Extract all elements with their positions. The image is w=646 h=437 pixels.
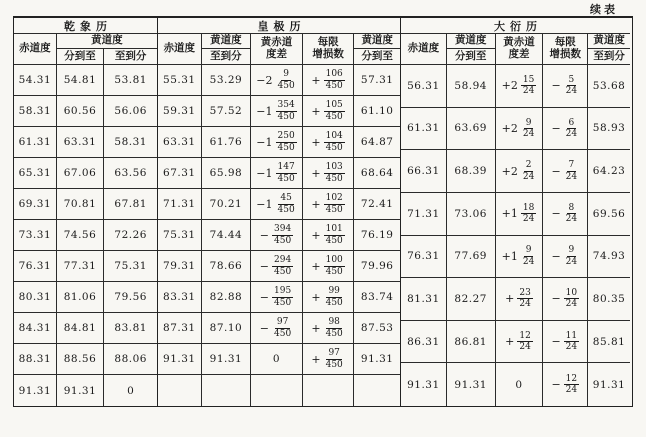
- table-cell: 80.35: [588, 278, 630, 321]
- fraction-sign: −: [259, 259, 270, 273]
- col-group-ecliptic-degrees: 黄道度: [447, 34, 496, 49]
- col-group-ecliptic-degrees: 黄道度: [202, 34, 252, 49]
- fraction-sign: +2: [501, 121, 518, 135]
- fraction: $\frac{106}{450}$: [325, 69, 343, 91]
- fraction-sign: +: [311, 104, 321, 118]
- table-cell: 87.10: [202, 313, 252, 344]
- table-cell: 56.06: [104, 96, 157, 127]
- fraction: $\frac{195}{450}$: [274, 286, 292, 308]
- section-qianxiang-calendar: [14, 18, 157, 406]
- table-cell: 79.31: [158, 251, 202, 282]
- fraction-sign: −: [259, 228, 270, 242]
- fraction-sign: +: [311, 321, 321, 335]
- col-header-ecliptic-equatorial-difference: [251, 34, 303, 65]
- table-cell: 64.23: [588, 150, 630, 193]
- table-cell: 76.31: [401, 236, 447, 279]
- table-cell: 91.31: [447, 363, 496, 406]
- table-cell: [543, 363, 588, 406]
- table-cell: [543, 65, 588, 108]
- table-cell: 79.56: [104, 282, 157, 313]
- fraction-sign: +: [311, 352, 321, 366]
- table-cell: [303, 96, 355, 127]
- table-cell: 86.31: [401, 321, 447, 364]
- table-cell: [303, 127, 355, 158]
- table-cell: 58.31: [104, 127, 157, 158]
- table-cell: 53.81: [104, 65, 157, 96]
- continued-table-label: 续表: [590, 4, 618, 16]
- fraction-sign: +1: [501, 249, 518, 263]
- table-cell: 63.31: [57, 127, 105, 158]
- table-cell: 61.31: [401, 108, 447, 151]
- table-cell: [303, 251, 355, 282]
- fraction: $\frac{11}{24}$: [565, 330, 578, 353]
- col-header-ecliptic-equatorial-difference: [496, 34, 544, 65]
- table-cell: 63.31: [158, 127, 202, 158]
- fraction-sign: +1: [501, 207, 518, 221]
- table-cell: [251, 251, 303, 282]
- table-cell: 71.31: [401, 193, 447, 236]
- table-cell: [251, 127, 303, 158]
- table-cell: 73.31: [14, 220, 57, 251]
- fraction: $\frac{105}{450}$: [325, 100, 343, 122]
- fraction-sign: −: [259, 290, 270, 304]
- fraction-sign: +: [311, 135, 321, 149]
- table-cell: 67.31: [158, 158, 202, 189]
- fraction: $\frac{354}{450}$: [277, 100, 295, 122]
- col-header-equatorial-degrees: 赤道度: [14, 34, 57, 65]
- table-cell: [251, 313, 303, 344]
- fraction-sign: −: [551, 164, 561, 178]
- fraction-sign: +: [311, 166, 321, 180]
- table-cell: [543, 193, 588, 236]
- col-header-equinox-to-solstice: 分到至: [354, 49, 400, 65]
- table-cell: 81.06: [57, 282, 105, 313]
- fraction: $\frac{5}{24}$: [565, 74, 578, 97]
- table-cell: 67.06: [57, 158, 105, 189]
- table-cell: 55.31: [158, 65, 202, 96]
- section-huangji-calendar: [157, 18, 400, 406]
- col-group-ecliptic-degrees: 黄道度: [354, 34, 400, 49]
- fraction: $\frac{103}{450}$: [325, 162, 343, 184]
- fraction-sign: −: [551, 79, 561, 93]
- table-cell: 53.68: [588, 65, 630, 108]
- table-cell: 74.93: [588, 236, 630, 279]
- fraction-sign: −: [551, 121, 561, 135]
- table-cell: 83.81: [104, 313, 157, 344]
- table-cell: [496, 65, 544, 108]
- table-cell: 67.81: [104, 189, 157, 220]
- col-header-equatorial-degrees: 赤道度: [158, 34, 202, 65]
- table-cell: [496, 150, 544, 193]
- fraction: $\frac{9}{24}$: [565, 245, 578, 267]
- fraction: $\frac{8}{24}$: [565, 202, 578, 225]
- table-cell: [251, 282, 303, 313]
- table-cell: [158, 375, 202, 406]
- fraction: $\frac{250}{450}$: [277, 131, 295, 153]
- table-cell: [303, 65, 355, 96]
- fraction-sign: +: [311, 259, 321, 273]
- fraction-sign: −: [551, 378, 561, 392]
- table-cell: 91.31: [592, 378, 626, 391]
- table-cell: 74.56: [57, 220, 105, 251]
- fraction-sign: −1: [256, 135, 273, 149]
- table-cell: 75.31: [104, 251, 157, 282]
- table-cell: 79.96: [354, 251, 400, 282]
- fraction: $\frac{9}{24}$: [522, 117, 535, 139]
- fraction-sign: −: [551, 249, 561, 263]
- table-cell: 53.29: [202, 65, 252, 96]
- col-header-solstice-to-equinox: 至到分: [588, 49, 630, 65]
- fraction-sign: −1: [256, 166, 273, 180]
- table-cell: 83.31: [158, 282, 202, 313]
- table-cell: 70.21: [202, 189, 252, 220]
- col-header-solstice-to-equinox: 至到分: [104, 49, 157, 65]
- table-cell: [543, 150, 588, 193]
- table-cell: [496, 278, 544, 321]
- table-cell: 61.31: [14, 127, 57, 158]
- table-cell: 91.31: [57, 375, 105, 406]
- fraction: $\frac{15}{24}$: [522, 74, 535, 97]
- header-line: 增损数: [549, 48, 582, 60]
- fraction: $\frac{101}{450}$: [325, 224, 343, 246]
- header-line: 度差: [266, 48, 287, 60]
- table-cell: [543, 321, 588, 364]
- table-cell: 66.31: [401, 150, 447, 193]
- table-cell: 86.81: [447, 321, 496, 364]
- table-cell: 91.31: [158, 344, 202, 375]
- table-cell: [303, 375, 355, 406]
- table-cell: 83.74: [354, 282, 400, 313]
- table-cell: 91.31: [202, 344, 252, 375]
- table-cell: 0: [496, 363, 544, 406]
- fraction-sign: −: [551, 207, 561, 221]
- calendar-comparison-table: [13, 16, 633, 407]
- table-cell: [354, 375, 400, 406]
- fraction: $\frac{97}{450}$: [274, 317, 292, 339]
- table-cell: [303, 158, 355, 189]
- fraction-sign: +: [311, 197, 321, 211]
- fraction-sign: +: [311, 290, 321, 304]
- table-cell: [251, 189, 303, 220]
- col-header-equinox-to-solstice: 分到至: [57, 49, 105, 65]
- fraction: $\frac{45}{450}$: [277, 193, 295, 215]
- table-cell: 74.44: [202, 220, 252, 251]
- table-cell: 0: [127, 384, 135, 397]
- table-cell: [543, 236, 588, 279]
- col-header-equatorial-degrees: 赤道度: [401, 34, 447, 65]
- table-cell: [251, 96, 303, 127]
- table-cell: 54.81: [57, 65, 105, 96]
- table-cell: 56.31: [401, 65, 447, 108]
- fraction: $\frac{9}{24}$: [522, 245, 535, 267]
- table-cell: 58.31: [14, 96, 57, 127]
- table-cell: 57.31: [354, 65, 400, 96]
- fraction-sign: −1: [256, 197, 273, 211]
- table-cell: 69.31: [14, 189, 57, 220]
- table-cell: 58.94: [447, 65, 496, 108]
- table-cell: 70.81: [57, 189, 105, 220]
- table-cell: [202, 375, 252, 406]
- table-cell: 87.31: [158, 313, 202, 344]
- table-cell: [251, 65, 303, 96]
- section-dayan-calendar: [400, 18, 630, 406]
- fraction: $\frac{98}{450}$: [325, 317, 343, 339]
- fraction: $\frac{6}{24}$: [565, 117, 578, 139]
- section-title: 乾象历: [14, 18, 157, 34]
- table-cell: 76.31: [14, 251, 57, 282]
- table-cell: 81.31: [401, 278, 447, 321]
- table-cell: 91.31: [401, 363, 447, 406]
- table-cell: [303, 282, 355, 313]
- table-cell: 58.93: [588, 108, 630, 151]
- col-header-equinox-to-solstice: 分到至: [447, 49, 496, 65]
- table-cell: 65.31: [14, 158, 57, 189]
- table-cell: 72.26: [104, 220, 157, 251]
- header-line: 黄赤道: [260, 36, 293, 49]
- table-cell: 91.31: [14, 375, 57, 406]
- table-cell: 76.19: [354, 220, 400, 251]
- fraction: $\frac{9}{450}$: [277, 69, 295, 91]
- section-title: 皇极历: [158, 18, 400, 34]
- section-title: 大衍历: [401, 18, 630, 34]
- table-cell: 68.64: [354, 158, 400, 189]
- table-cell: 54.31: [14, 65, 57, 96]
- fraction-sign: +2: [501, 79, 518, 93]
- fraction: $\frac{102}{450}$: [325, 193, 343, 215]
- table-cell: 72.41: [354, 189, 400, 220]
- fraction: $\frac{10}{24}$: [565, 288, 578, 310]
- fraction-sign: +: [505, 292, 515, 306]
- table-cell: 88.06: [104, 344, 157, 375]
- fraction: $\frac{99}{450}$: [325, 286, 343, 308]
- table-cell: [303, 344, 355, 375]
- fraction: $\frac{97}{450}$: [325, 348, 343, 370]
- table-cell: 77.31: [57, 251, 105, 282]
- table-cell: 71.31: [158, 189, 202, 220]
- table-cell: 0: [251, 344, 303, 375]
- table-cell: [251, 220, 303, 251]
- table-cell: 65.98: [202, 158, 252, 189]
- table-cell: 82.27: [447, 278, 496, 321]
- table-cell: 80.31: [14, 282, 57, 313]
- table-cell: 68.39: [447, 150, 496, 193]
- table-cell: [496, 236, 544, 279]
- table-cell: [496, 108, 544, 151]
- header-line: 黄赤道: [503, 36, 535, 49]
- table-cell: 59.31: [158, 96, 202, 127]
- table-cell: 75.31: [158, 220, 202, 251]
- table-cell: [303, 189, 355, 220]
- fraction: $\frac{104}{450}$: [325, 131, 343, 153]
- fraction: $\frac{147}{450}$: [277, 162, 295, 184]
- table-cell: 77.69: [447, 236, 496, 279]
- fraction-sign: −: [551, 335, 561, 349]
- table-cell: 61.10: [354, 96, 400, 127]
- table-cell: 88.31: [14, 344, 57, 375]
- col-header-solstice-to-equinox: 至到分: [202, 49, 252, 65]
- col-group-ecliptic-degrees: 黄道度: [57, 34, 157, 49]
- fraction: $\frac{23}{24}$: [519, 288, 531, 310]
- col-header-per-limit-increment: [303, 34, 355, 65]
- table-cell: 63.69: [447, 108, 496, 151]
- table-cell: [543, 108, 588, 151]
- fraction-sign: −: [259, 321, 270, 335]
- header-line: 度差: [508, 48, 530, 60]
- table-cell: [303, 220, 355, 251]
- table-cell: 87.53: [354, 313, 400, 344]
- table-cell: 84.81: [57, 313, 105, 344]
- fraction-sign: −1: [256, 104, 273, 118]
- table-cell: [251, 375, 303, 406]
- table-cell: 85.81: [588, 321, 630, 364]
- col-group-ecliptic-degrees: 黄道度: [588, 34, 630, 49]
- table-cell: 73.06: [447, 193, 496, 236]
- fraction-sign: +: [311, 228, 321, 242]
- fraction-sign: −: [551, 292, 561, 306]
- table-cell: [251, 158, 303, 189]
- fraction-sign: −2: [256, 73, 273, 87]
- table-cell: 61.76: [202, 127, 252, 158]
- table-cell: 64.87: [354, 127, 400, 158]
- fraction-sign: +: [311, 73, 321, 87]
- fraction: $\frac{100}{450}$: [325, 255, 343, 277]
- table-cell: 82.88: [202, 282, 252, 313]
- table-cell: 88.56: [57, 344, 105, 375]
- col-header-per-limit-increment: [543, 34, 588, 65]
- fraction-sign: +: [505, 335, 515, 349]
- header-line: 每限: [317, 36, 339, 49]
- table-cell: 57.52: [202, 96, 252, 127]
- fraction: $\frac{7}{24}$: [565, 160, 578, 182]
- fraction: $\frac{394}{450}$: [274, 224, 292, 246]
- table-cell: 78.66: [202, 251, 252, 282]
- table-cell: 69.56: [588, 193, 630, 236]
- table-cell: 63.56: [104, 158, 157, 189]
- header-line: 增损数: [312, 48, 344, 60]
- table-cell: 60.56: [57, 96, 105, 127]
- header-line: 每限: [554, 36, 576, 49]
- table-cell: 84.31: [14, 313, 57, 344]
- fraction: $\frac{12}{24}$: [565, 373, 578, 396]
- fraction: $\frac{18}{24}$: [522, 202, 535, 225]
- fraction-sign: +2: [501, 164, 518, 178]
- fraction: $\frac{2}{24}$: [522, 160, 535, 182]
- table-cell: [543, 278, 588, 321]
- fraction: $\frac{294}{450}$: [274, 255, 292, 277]
- table-cell: [496, 321, 544, 364]
- table-cell: 91.31: [354, 344, 400, 375]
- table-cell: [303, 313, 355, 344]
- fraction: $\frac{12}{24}$: [519, 330, 531, 353]
- table-cell: [496, 193, 544, 236]
